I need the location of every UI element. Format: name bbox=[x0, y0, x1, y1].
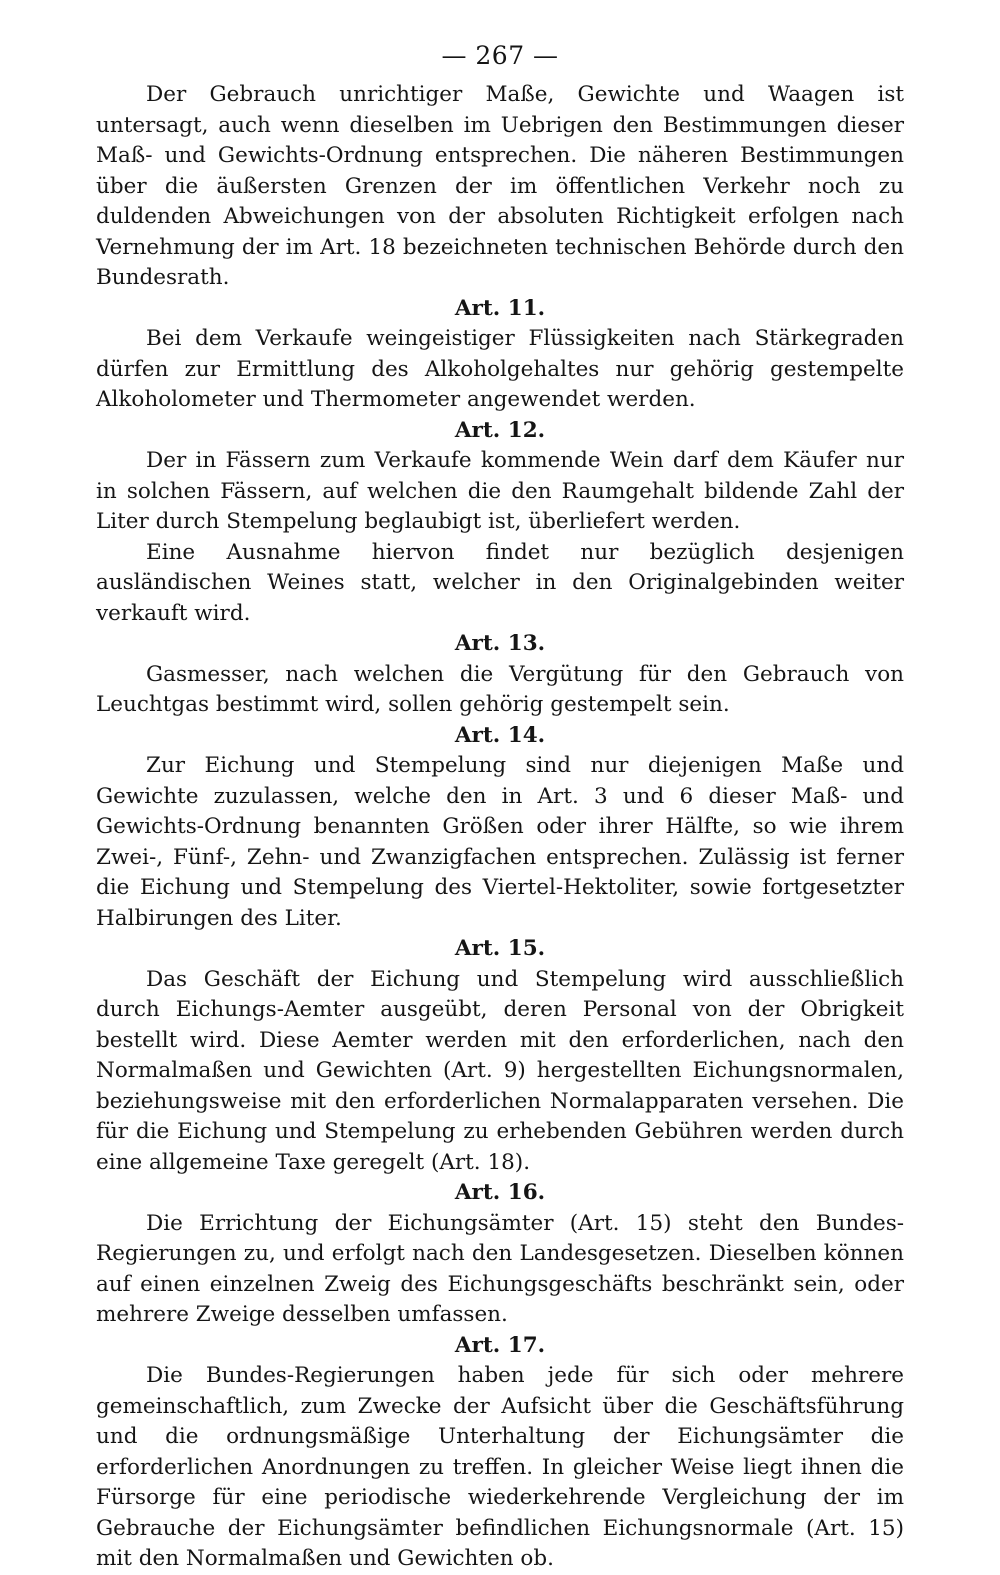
paragraph: Zur Eichung und Stempelung sind nur diejenigen Maße und Gewichte zuzulassen, welche den in Art. 3 und 6 dieser Maß- und Gewichts-Ordnung benannten Größen oder ihrer Hälfte, so wie ihrem Zwei-, Fünf-, Zehn- und Zwanzigfachen entsprechen. Zulässig ist ferner die Eichung und Stempelung des Viertel-Hektoliter, sowie fortgesetzter Halbirungen des Liter. bbox=[96, 753, 904, 931]
article-heading: Art. 15. bbox=[454, 936, 546, 961]
paragraph: Die Errichtung der Eichungsämter (Art. 15) steht den Bundes-Regierungen zu, und erfolgt nach den Landesgesetzen. Dieselben können auf einen einzelnen Zweig des Eichungsgeschäfts beschränkt sein, oder mehrere Zweige desselben umfassen. bbox=[96, 1210, 904, 1327]
page-number: — 267 — bbox=[441, 41, 559, 70]
paragraph: Bei dem Verkaufe weingeistiger Flüssigkeiten nach Stärkegraden dürfen zur Ermittlung des Alkoholgehaltes nur gehörig gestempelte Alkoholometer und Thermometer angewendet werden. bbox=[96, 326, 904, 412]
article-heading: Art. 12. bbox=[454, 417, 546, 443]
paragraph: Der in Fässern zum Verkaufe kommende Wein darf dem Käufer nur in solchen Fässern, auf welchen die den Raumgehalt bildende Zahl der Liter durch Stempelung beglaubigt ist, überliefert werden. bbox=[96, 448, 904, 534]
paragraph: Das Geschäft der Eichung und Stempelung wird ausschließlich durch Eichungs-Aemter ausgeübt, deren Personal von der Obrigkeit bestellt wird. Diese Aemter werden mit den erforderlichen, nach den Normalmaßen und Gewichten (Art. 9) hergestellten Eichungsnormalen, beziehungsweise mit den erforderlichen Normalapparaten versehen. Die für die Eichung und Stempelung zu erhebenden Gebühren werden durch eine allgemeine Taxe geregelt (Art. 18). bbox=[96, 966, 904, 1175]
paragraph: Gasmesser, nach welchen die Vergütung für den Gebrauch von Leuchtgas bestimmt wird, sollen gehörig gestempelt sein. bbox=[96, 661, 904, 717]
paragraph: Die Bundes-Regierungen haben jede für sich oder mehrere gemeinschaftlich, zum Zwecke der Aufsicht über die Geschäftsführung und die ordnungsmäßige Unterhaltung der Eichungsämter die erforderlichen Anordnungen zu treffen. In gleicher Weise liegt ihnen die Fürsorge für eine periodische wiederkehrende Vergleichung der im Gebrauche der Eichungsämter befindlichen Eichungsnormale (Art. 15) mit den Normalmaßen und Gewichten ob. bbox=[96, 1363, 904, 1571]
article-heading: Art. 11. bbox=[454, 295, 546, 321]
paragraph: Der Gebrauch unrichtiger Maße, Gewichte und Waagen ist untersagt, auch wenn dieselben im Uebrigen den Bestimmungen dieser Maß- und Gewichts-Ordnung entsprechen. Die näheren Bestimmungen über die äußersten Grenzen der im öffentlichen Verkehr noch zu duldenden Abweichungen von der absoluten Richtigkeit erfolgen nach Vernehmung der im Art. 18 bezeichneten technischen Behörde durch den Bundesrath. bbox=[96, 82, 904, 290]
article-heading: Art. 16. bbox=[454, 1180, 546, 1205]
paragraph: Eine Ausnahme hiervon findet nur bezüglich desjenigen ausländischen Weines statt, welcher in den Originalgebinden weiter verkauft wird. bbox=[96, 539, 904, 626]
article-heading: Art. 13. bbox=[454, 631, 546, 656]
article-heading: Art. 17. bbox=[454, 1332, 546, 1358]
document-body bbox=[96, 80, 904, 1575]
document-page bbox=[96, 40, 904, 1575]
article-heading: Art. 14. bbox=[454, 722, 546, 748]
